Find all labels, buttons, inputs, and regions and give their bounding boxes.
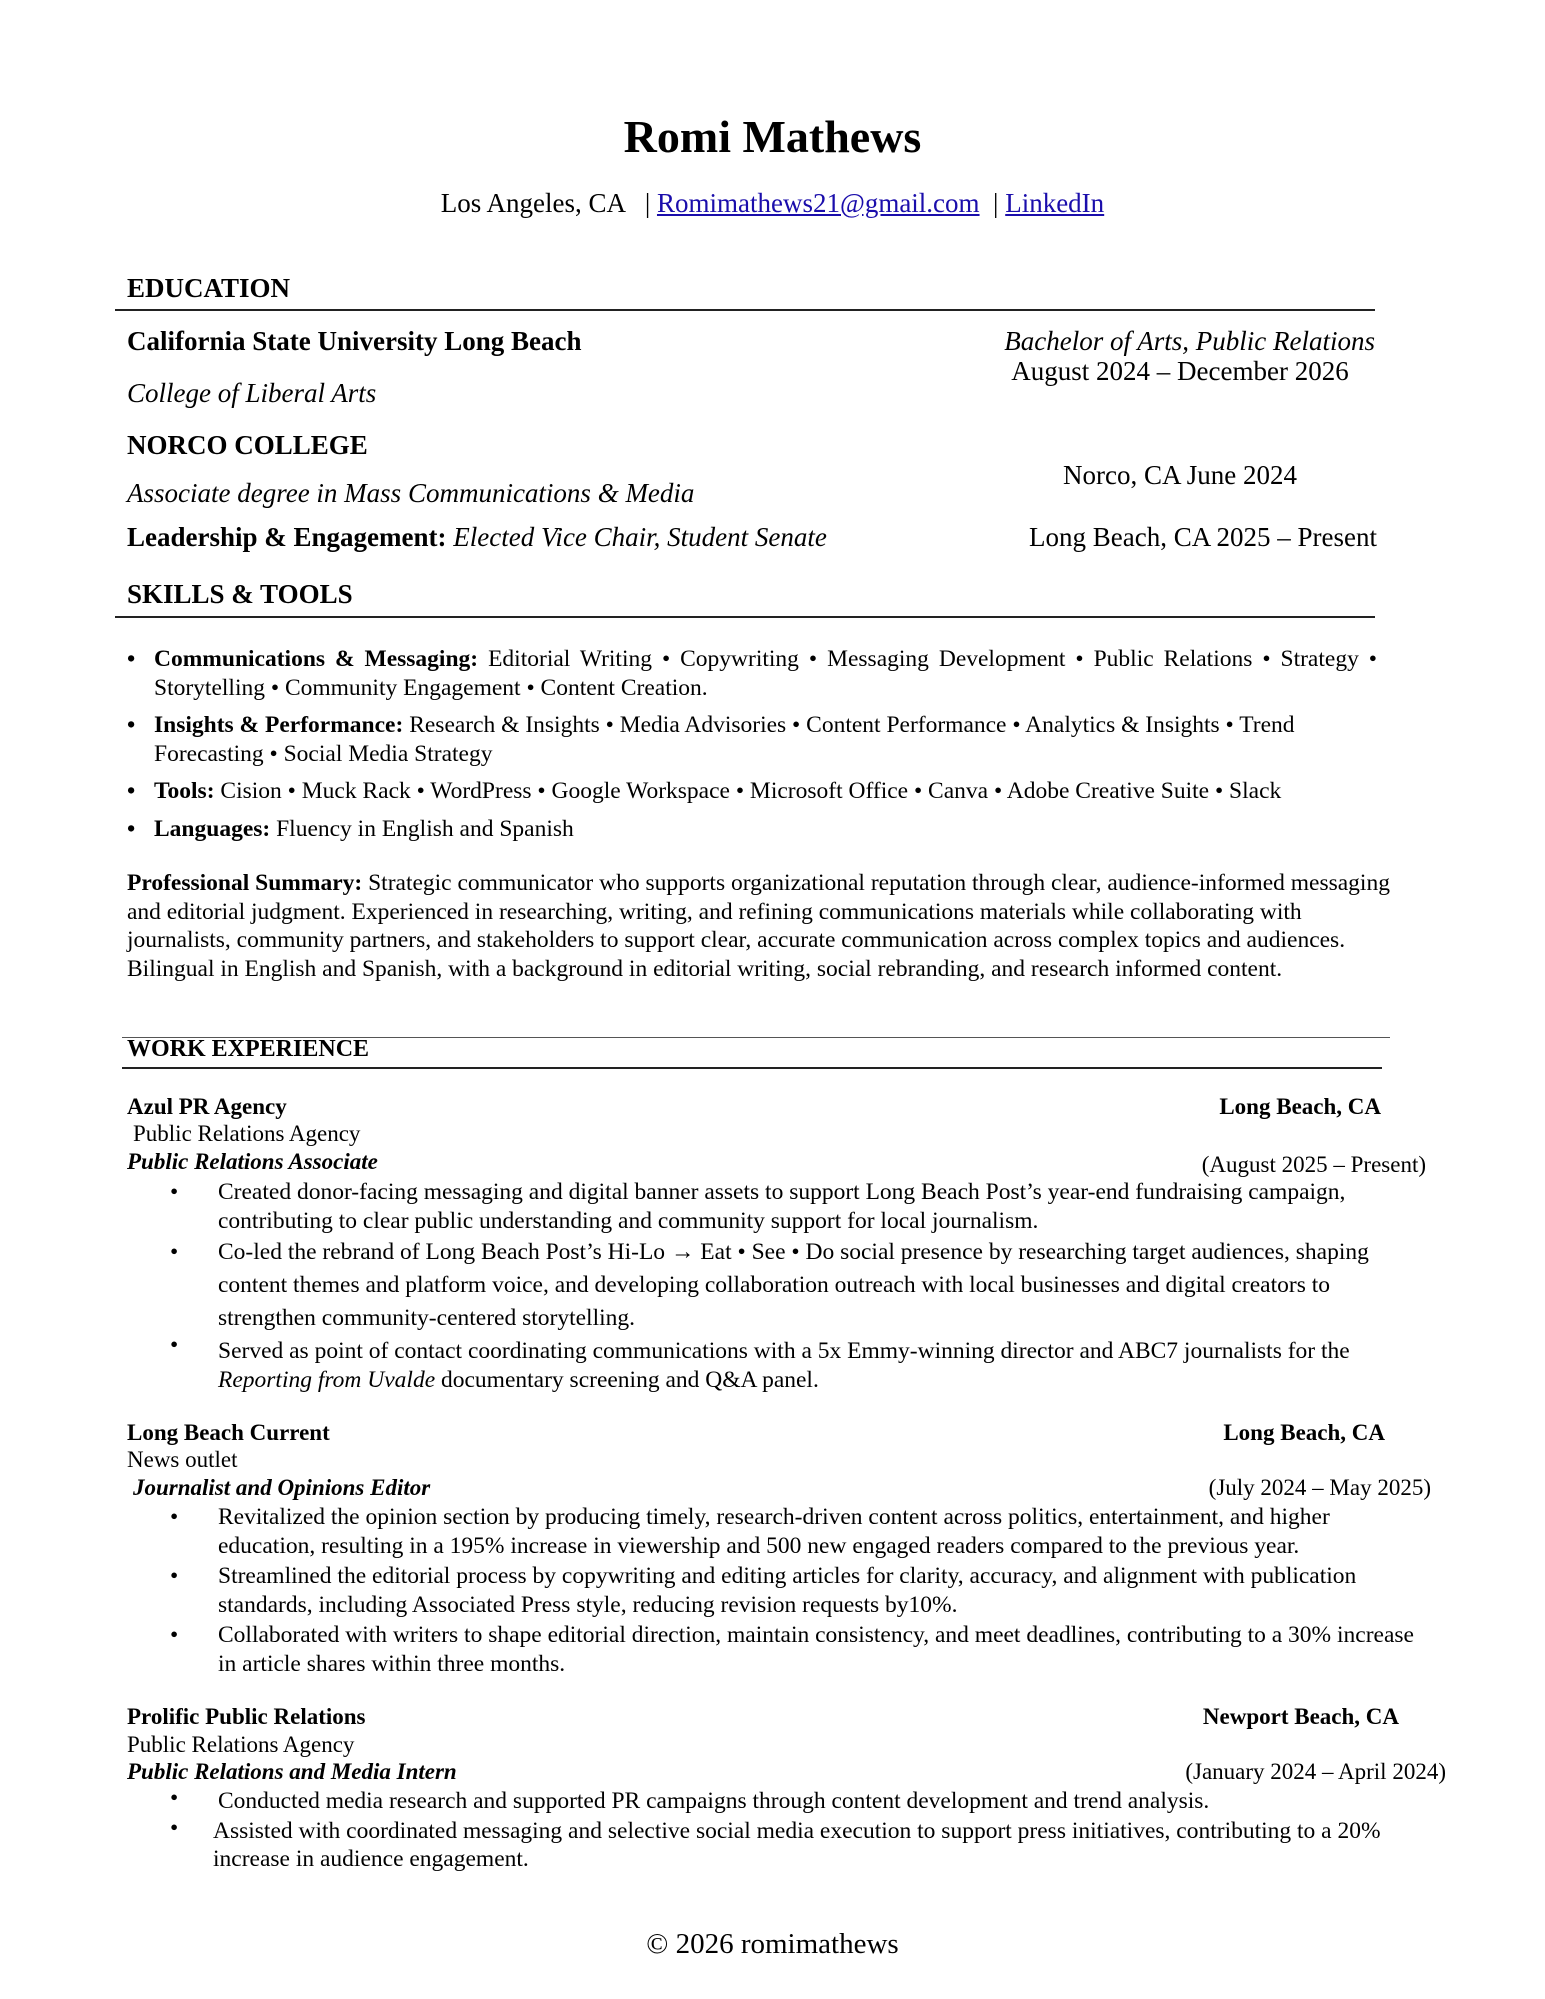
experience-heading: WORK EXPERIENCE <box>127 1036 370 1062</box>
separator: | <box>644 188 651 218</box>
job-location: Long Beach, CA <box>1219 1094 1381 1119</box>
skill-item-insights: • Insights & Performance: Research & Insights • Media Advisories • Content Performance • Analytics & Insights • Trend Forecasting • Social Media Strategy <box>127 711 1317 768</box>
leadership-label: Leadership & Engagement: <box>127 522 447 552</box>
job-bullets <box>170 1787 1420 1874</box>
job-location: Long Beach, CA <box>1223 1420 1385 1445</box>
csulb-school: California State University Long Beach <box>127 326 582 356</box>
job-dates: (August 2025 – Present) <box>1201 1152 1426 1177</box>
summary-label: Professional Summary: <box>127 870 363 896</box>
skills-heading: SKILLS & TOOLS <box>127 579 353 609</box>
location-text: Los Angeles, CA <box>440 188 625 218</box>
job-type: Public Relations Agency <box>133 1121 361 1146</box>
skills-list <box>127 645 1377 852</box>
education-rule <box>115 309 1375 311</box>
csulb-college: College of Liberal Arts <box>127 378 377 408</box>
job-location: Newport Beach, CA <box>1202 1704 1399 1729</box>
job-company: Long Beach Current <box>127 1420 330 1445</box>
bullet-item: • Served as point of contact coordinating communications with a 5x Emmy-winning director and ABC7 journalists for the Reporting from Uvalde documentary screening and Q&A panel. <box>170 1332 1350 1393</box>
job-company: Azul PR Agency <box>127 1094 287 1119</box>
skills-rule <box>115 616 1375 618</box>
bullet-item: • Co-led the rebrand of Long Beach Post’s Hi-Lo → Eat • See • Do social presence by researching target audiences, shaping content themes and platform voice, and developing collaboration outreach with local businesses and digital creators to strengthen community-centered storytelling. <box>170 1239 1369 1331</box>
csulb-dates: August 2024 – December 2026 <box>1011 356 1349 386</box>
bullet-item: • Collaborated with writers to shape editorial direction, maintain consistency, and meet deadlines, contributing to a 30% increase in article shares within three months. <box>170 1622 1414 1677</box>
bullet-item: • Conducted media research and supported PR campaigns through content development and trend analysis. <box>170 1785 1210 1814</box>
skill-item-languages: • Languages: Fluency in English and Spanish <box>127 815 1377 844</box>
email-link[interactable]: Romimathews21@gmail.com <box>656 188 980 218</box>
leadership-role: Elected Vice Chair, Student Senate <box>453 522 827 552</box>
bullet-item: • Assisted with coordinated messaging and selective social media execution to support press initiatives, contributing to a 20% increase in audience engagement. <box>170 1814 1381 1872</box>
job-dates: (January 2024 – April 2024) <box>1185 1759 1446 1784</box>
education-heading: EDUCATION <box>127 273 291 303</box>
job-dates: (July 2024 – May 2025) <box>1208 1475 1431 1500</box>
job-type: News outlet <box>127 1447 238 1472</box>
summary-text: Strategic communicator who supports organizational reputation through clear, audience-informed messaging and editorial judgment. Experienced in researching, writing, and refining communications materials while collaborating with journalists, community partners, and stakeholders to support clear, accurate communication across complex topics and audiences. Bilingual in English and Spanish, with a background in editorial writing, social rebranding, and research informed content. <box>127 870 1390 982</box>
job-company: Prolific Public Relations <box>127 1704 366 1729</box>
separator: | <box>993 188 999 218</box>
linkedin-link[interactable]: LinkedIn <box>1005 188 1105 218</box>
leadership-location-date: Long Beach, CA 2025 – Present <box>1029 522 1377 552</box>
skill-item-communications: • Communications & Messaging: Editorial Writing • Copywriting • Messaging Development • Public Relations • Strategy • Storytelling • Community Engagement • Content Creation. <box>127 645 1377 702</box>
job-bullets <box>170 1178 1420 1394</box>
bullet-item: • Revitalized the opinion section by producing timely, research-driven content across politics, entertainment, and higher education, resulting in a 195% increase in viewership and 500 new engaged readers compared to the previous year. <box>170 1504 1330 1559</box>
job-type: Public Relations Agency <box>127 1732 355 1757</box>
experience-rule <box>122 1067 1382 1069</box>
contact-line <box>0 188 1545 219</box>
skill-item-tools: • Tools: Cision • Muck Rack • WordPress • Google Workspace • Microsoft Office • Canva • Adobe Creative Suite • Slack <box>127 777 1377 806</box>
norco-degree: Associate degree in Mass Communications & Media <box>127 478 695 508</box>
job-title: Public Relations and Media Intern <box>127 1759 457 1784</box>
resume-name: Romi Mathews <box>623 111 922 162</box>
job-bullets <box>170 1503 1420 1678</box>
job-title: Journalist and Opinions Editor <box>133 1475 431 1500</box>
job-title: Public Relations Associate <box>127 1149 378 1174</box>
csulb-degree: Bachelor of Arts, Public Relations <box>1004 326 1375 356</box>
bullet-item: • Streamlined the editorial process by copywriting and editing articles for clarity, accuracy, and alignment with publication standards, including Associated Press style, reducing revision requests by10%. <box>170 1563 1357 1618</box>
professional-summary <box>127 869 1407 983</box>
bullet-item: • Created donor-facing messaging and digital banner assets to support Long Beach Post’s year-end fundraising campaign, contributing to clear public understanding and community support for local journalism. <box>170 1179 1346 1234</box>
leadership-line <box>127 522 827 553</box>
norco-school: NORCO COLLEGE <box>127 430 368 460</box>
norco-location-date: Norco, CA June 2024 <box>1063 460 1297 490</box>
footer-copyright: © 2026 romimathews <box>646 1928 899 1960</box>
